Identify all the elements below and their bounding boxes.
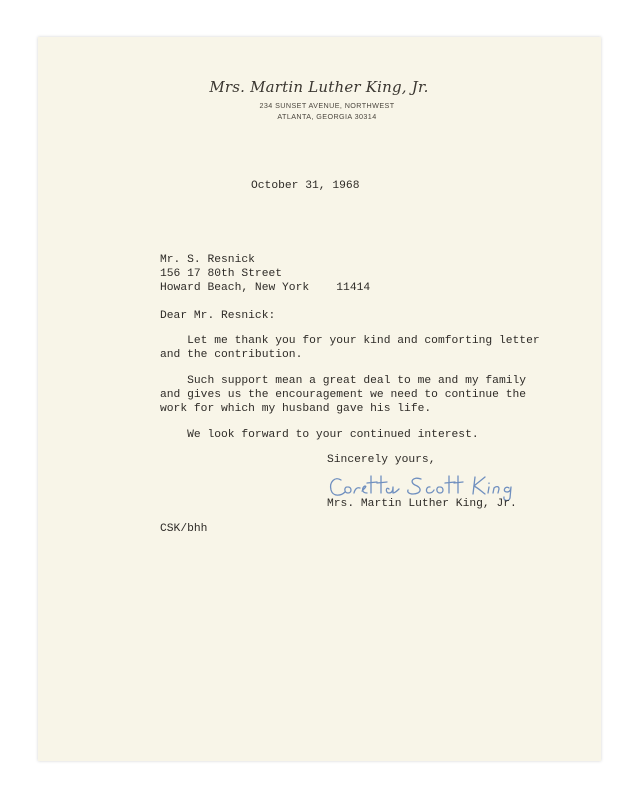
- recipient-name: Mr. S. Resnick: [160, 254, 255, 266]
- body-paragraph-1-line-1: Let me thank you for your kind and comforting letter: [160, 335, 540, 347]
- letterhead-address-line2: ATLANTA, GEORGIA 30314: [277, 112, 377, 121]
- recipient-city: Howard Beach, New York 11414: [160, 282, 371, 294]
- letterhead-address-line1: 234 SUNSET AVENUE, NORTHWEST: [259, 101, 395, 110]
- letter-date: October 31, 1968: [251, 180, 360, 192]
- body-paragraph-2-line-3: work for which my husband gave his life.: [160, 403, 432, 415]
- body-paragraph-1-line-2: and the contribution.: [160, 349, 303, 361]
- body-paragraph-2-line-2: and gives us the encouragement we need to continue the: [160, 389, 527, 401]
- closing: Sincerely yours,: [327, 454, 436, 466]
- body-paragraph-3-line-1: We look forward to your continued interest.: [160, 429, 479, 441]
- typed-signature: Mrs. Martin Luther King, Jr.: [327, 498, 517, 510]
- body-paragraph-2-line-1: Such support mean a great deal to me and my family: [160, 375, 527, 387]
- salutation: Dear Mr. Resnick:: [160, 310, 276, 322]
- recipient-street: 156 17 80th Street: [160, 268, 283, 280]
- letterhead-name: Mrs. Martin Luther King, Jr.: [209, 78, 429, 96]
- reference-initials: CSK/bhh: [160, 523, 208, 535]
